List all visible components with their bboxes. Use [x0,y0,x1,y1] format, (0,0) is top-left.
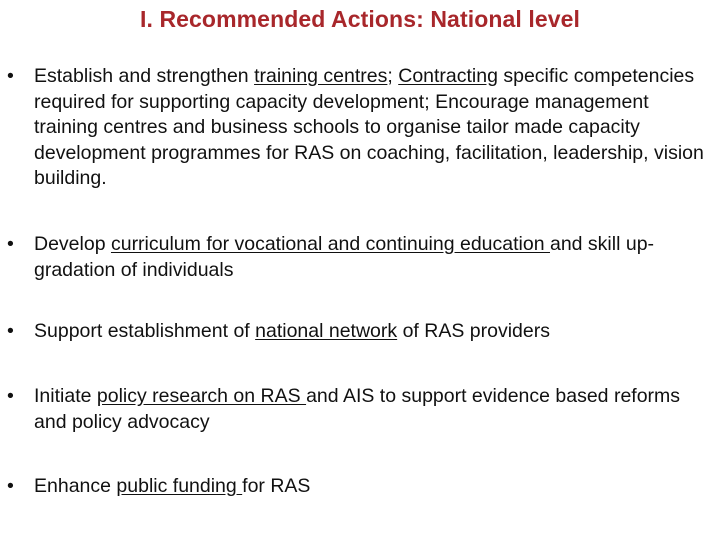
underlined-phrase: national network [255,320,398,342]
underlined-phrase: Contracting [398,65,498,87]
bullet-item-public-funding [7,474,710,500]
bullet-text: Enhance public funding for RAS [34,475,311,497]
bullet-text: Develop curriculum for vocational and continuing education and skill up-gradation of individuals [34,233,655,281]
bullet-marker: • [7,475,14,497]
bullet-text: Support establishment of national network of RAS providers [34,320,550,342]
bullet-marker: • [7,320,14,342]
bullet-item-policy-research [7,384,710,435]
underlined-phrase: training centres [254,65,388,87]
bullet-marker: • [7,385,14,407]
bullet-marker: • [7,233,14,255]
underlined-phrase: curriculum for vocational and continuing education [110,233,550,255]
underlined-phrase: policy research on RAS [96,385,307,407]
underlined-phrase: public funding [116,475,243,497]
page-title: I. Recommended Actions: National level [139,6,581,32]
bullet-item-training-centres [7,64,710,192]
bullet-item-curriculum [7,232,710,283]
bullet-item-national-network [7,319,710,345]
bullet-marker: • [7,65,14,87]
bullet-text: Initiate policy research on RAS and AIS to support evidence based reforms and policy advocacy [34,385,681,433]
bullet-text: Establish and strengthen training centres; Contracting specific competencies required for supporting capacity development; Encourage management training centres and business schools to organise tailor made capacity development programmes for RAS on coaching, facilitation, leadership, vision building. [34,65,704,189]
